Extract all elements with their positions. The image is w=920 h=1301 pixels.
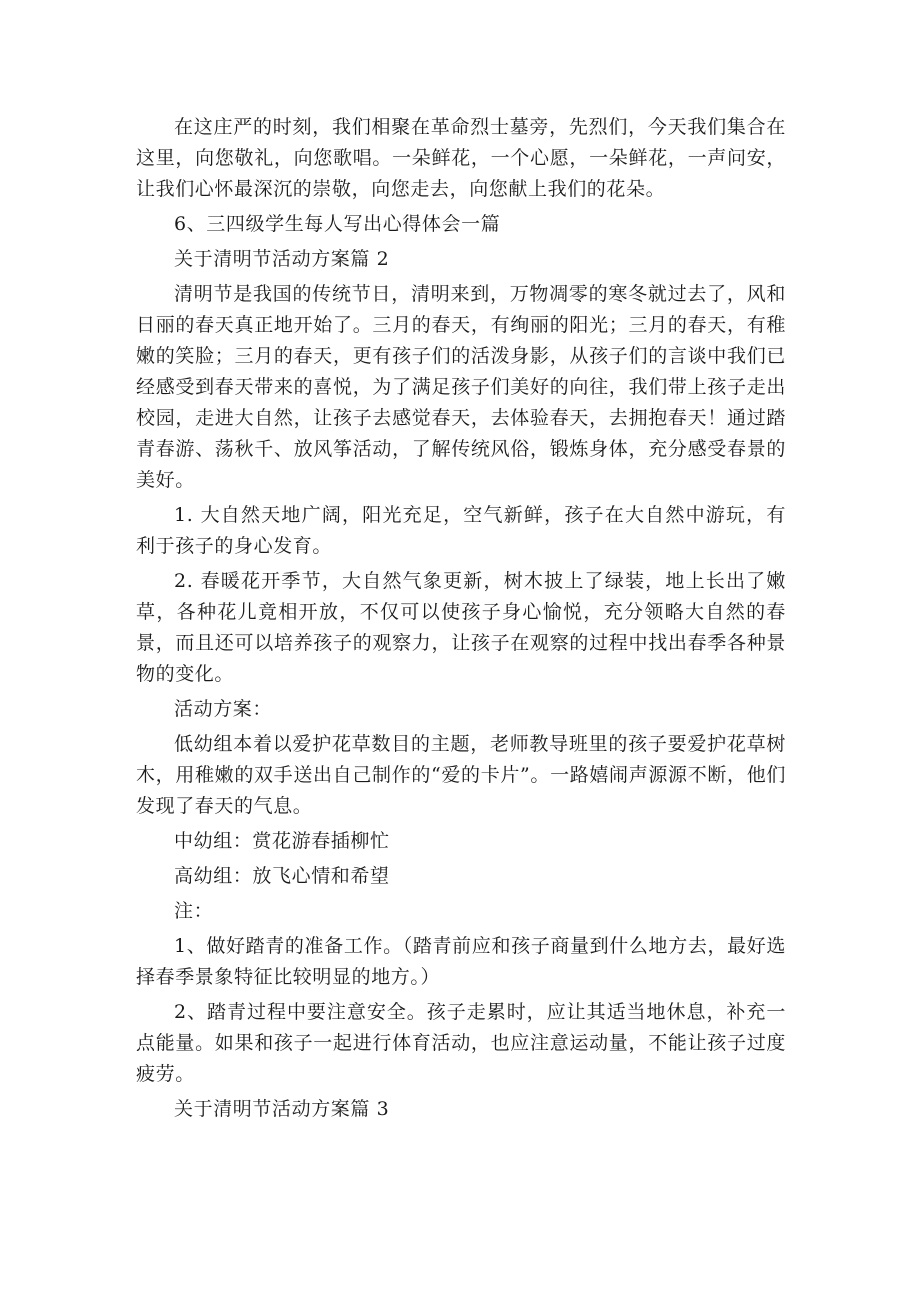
- paragraph-memorial: 在这庄严的时刻，我们相聚在革命烈士墓旁，先烈们，今天我们集合在这里，向您敬礼，向您歌唱。一朵鲜花，一个心愿，一朵鲜花，一声问安，让我们心怀最深沉的崇敬，向您走去，向您献上我们的花朵。: [136, 116, 786, 200]
- paragraph-note-label: 注：: [174, 900, 214, 922]
- section-heading-2: 关于清明节活动方案篇 2: [174, 248, 390, 270]
- paragraph-junior-group: 低幼组本着以爱护花草数目的主题，老师教导班里的孩子要爱护花草树木，用稚嫩的双手送出自己制作的“爱的卡片”。一路嬉闹声源源不断，他们发现了春天的气息。: [136, 733, 786, 817]
- paragraph-note-2: 2、踏青过程中要注意安全。孩子走累时，应让其适当地休息，补充一点能量。如果和孩子一起进行体育活动，也应注意运动量，不能让孩子过度疲劳。: [136, 1001, 786, 1085]
- paragraph-point-2: 2. 春暖花开季节，大自然气象更新，树木披上了绿装，地上长出了嫩草，各种花儿竟相开放，不仅可以使孩子身心愉悦，充分领略大自然的春景，而且还可以培养孩子的观察力，让孩子在观察的过程中找出春季各种景物的变化。: [136, 570, 786, 685]
- section-heading-3: 关于清明节活动方案篇 3: [174, 1098, 390, 1120]
- paragraph-middle-group: 中幼组：赏花游春插柳忙: [174, 830, 390, 852]
- paragraph-point-1: 1. 大自然天地广阔，阳光充足，空气新鲜，孩子在大自然中游玩，有利于孩子的身心发育。: [136, 504, 786, 557]
- document-body: [136, 112, 786, 1129]
- paragraph-senior-group: 高幼组：放飞心情和希望: [174, 865, 390, 887]
- paragraph-plan-label: 活动方案：: [174, 698, 273, 720]
- paragraph-note-1: 1、做好踏青的准备工作。（踏青前应和孩子商量到什么地方去，最好选择春季景象特征比较明显的地方。）: [136, 935, 786, 988]
- paragraph-intro: 清明节是我国的传统节日，清明来到，万物凋零的寒冬就过去了，风和日丽的春天真正地开始了。三月的春天，有绚丽的阳光；三月的春天，有稚嫩的笑脸；三月的春天，更有孩子们的活泼身影，从孩子们的言谈中我们已经感受到春天带来的喜悦，为了满足孩子们美好的向往，我们带上孩子走出校园，走进大自然，让孩子去感觉春天，去体验春天，去拥抱春天！通过踏青春游、荡秋千、放风筝活动，了解传统风俗，锻炼身体，充分感受春景的美好。: [136, 283, 786, 491]
- paragraph-item-6: 6、三四级学生每人写出心得体会一篇: [174, 213, 501, 235]
